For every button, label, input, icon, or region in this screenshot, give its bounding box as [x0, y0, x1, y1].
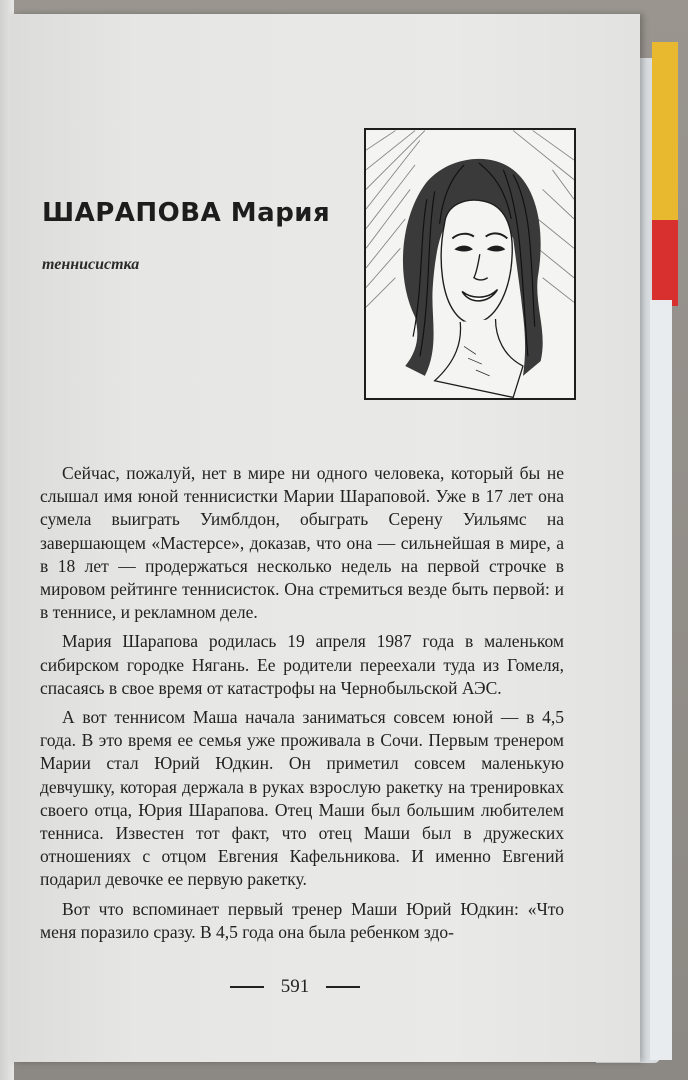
- page-footer: [230, 976, 360, 998]
- article-paragraph: Вот что вспоминает первый тренер Маши Юрий Юдкин: «Что меня поразило сразу. В 4,5 года она была ребенком здо-: [40, 898, 564, 942]
- book-cover-red: [652, 220, 678, 306]
- book-cover-white: [650, 300, 672, 1060]
- book-cover-yellow: [652, 42, 678, 222]
- page-number: 591: [280, 976, 310, 997]
- page-number-dash-left: [230, 986, 264, 988]
- article-paragraph: Сейчас, пожалуй, нет в мире ни одного человека, который бы не слышал имя юной теннисистки Марии Шараповой. Уже в 17 лет она сумела выиграть Уимблдон, обыграть Серену Уильямс на завершающем «Мастерсе», доказав, что она — сильнейшая в мире, а в 18 лет — продержаться несколько недель на первой строчке в мировом рейтинге теннисисток. Она стремиться везде быть первой: и в теннисе, и рекламном деле.: [40, 463, 564, 623]
- portrait-illustration: [364, 128, 576, 400]
- article-paragraph: А вот теннисом Маша начала заниматься совсем юной — в 4,5 года. В это время ее семья уже проживала в Сочи. Первым тренером Марии стал Юрий Юдкин. Он приметил совсем маленькую девчушку, которая держала в руках взрослую ракетку на тренировках своего отца, Юрия Шарапова. Отец Маши был большим любителем тенниса. Известен тот факт, что отец Маши был в дружеских отношениях с отцом Евгения Кафельникова. И именно Евгений подарил девочке ее первую ракетку.: [40, 707, 564, 890]
- page-number-dash-right: [326, 986, 360, 988]
- article-subtitle: теннисистка: [42, 256, 140, 273]
- article-paragraph: Мария Шарапова родилась 19 апреля 1987 года в маленьком сибирском городке Нягань. Ее родители переехали туда из Гомеля, спасаясь в свое время от катастрофы на Чернобыльской АЭС.: [40, 631, 564, 698]
- article-body: [40, 462, 564, 950]
- article-heading: ШАРАПОВА Мария: [42, 198, 331, 228]
